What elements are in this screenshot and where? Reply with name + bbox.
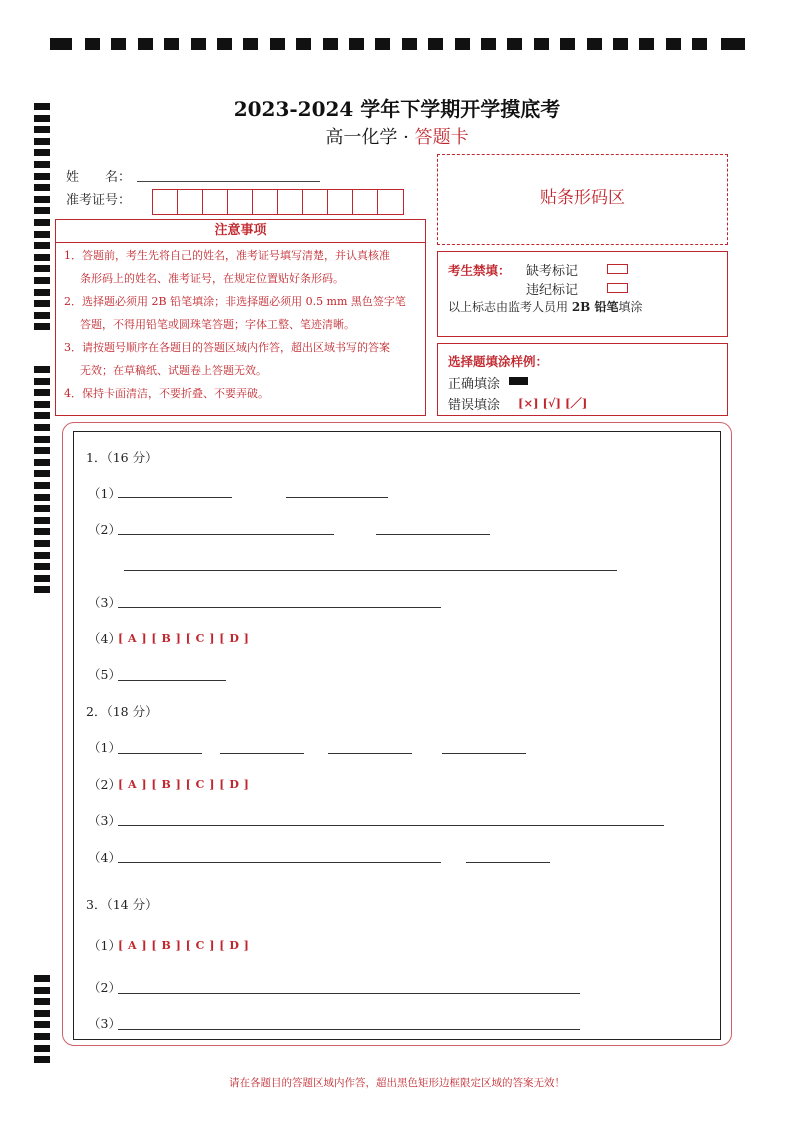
timing-mark [34,277,50,284]
footer-warning: 请在各题目的答题区域内作答，超出黑色矩形边框限定区域的答案无效！ [229,1077,565,1089]
notice-item: 3．请按题号顺序在各题目的答题区域内作答，超出区域书写的答案 [64,341,390,354]
timing-mark [613,38,628,50]
notice-item: 无效；在草稿纸、试题卷上答题无效。 [80,364,267,377]
exam-id-boxes[interactable] [152,189,404,215]
timing-mark [34,424,50,431]
left-timing-marks-middle [34,366,50,598]
q1-part1-blank-a[interactable] [118,497,232,498]
notice-item: 1．答题前，考生先将自己的姓名，准考证号填写清楚，并认真核准 [64,249,390,262]
timing-mark [34,975,50,982]
violation-mark-box[interactable] [607,283,628,293]
exam-id-cell[interactable] [153,190,178,214]
timing-mark [34,563,50,570]
name-field[interactable] [137,181,320,182]
q2-part3-label: （3） [88,813,121,828]
timing-mark [164,38,179,50]
q2-part1-blank-b[interactable] [220,753,304,754]
timing-mark [34,149,50,156]
timing-mark [34,401,50,408]
q2-part1-blank-a[interactable] [118,753,202,754]
timing-mark [243,38,258,50]
exam-id-cell[interactable] [178,190,203,214]
timing-mark [34,482,50,489]
q2-part1-blank-c[interactable] [328,753,412,754]
timing-mark [34,207,50,214]
q3-part1-options[interactable]: [ A ] [ B ] [ C ] [ D ] [118,939,250,952]
timing-mark [455,38,470,50]
timing-mark [34,219,50,226]
timing-mark [692,38,707,50]
correct-fill-label: 正确填涂 [448,377,501,392]
wrong-fill-label [448,394,500,413]
notice-title: 注意事项 [56,220,425,243]
q1-part1-blank-b[interactable] [286,497,388,498]
timing-mark [34,494,50,501]
exam-id-cell[interactable] [203,190,228,214]
name-label: 姓 名： [66,170,132,185]
timing-mark [34,184,50,191]
timing-mark [34,378,50,385]
q2-part2-options[interactable]: [ A ] [ B ] [ C ] [ D ] [118,778,250,791]
timing-mark [402,38,417,50]
timing-mark [296,38,311,50]
timing-mark [34,254,50,261]
absent-mark-box[interactable] [607,264,628,274]
page-title: 2023-2024 学年下学期开学摸底考 [233,97,561,121]
exam-id-cell[interactable] [278,190,303,214]
top-timing-marks [50,38,745,50]
timing-mark [217,38,232,50]
q3-part3-blank[interactable] [118,1029,580,1030]
timing-mark [270,38,285,50]
q1-part1-label: （1） [88,486,121,501]
q1-part2-blank-a[interactable] [118,534,334,535]
q1-part4-options[interactable]: [ A ] [ B ] [ C ] [ D ] [118,632,250,645]
q2-heading: 2．（18 分） [86,704,158,719]
q3-heading: 3．（14 分） [86,897,158,912]
notice-item: 答题，不得用铅笔或圆珠笔答题；字体工整、笔迹清晰。 [80,318,355,331]
q2-part4-blank-b[interactable] [466,862,550,863]
wrong-fill-samples: [×] [√] [／] [518,396,588,410]
timing-mark [34,436,50,443]
page-subtitle [0,123,794,149]
timing-mark [34,517,50,524]
wrong-fill-text: 错误填涂 [448,398,501,413]
q3-part1-label: （1） [88,938,121,953]
examiner-note-bold: 2B 铅笔 [571,300,619,314]
q2-part4-label: （4） [88,850,121,865]
timing-mark [34,505,50,512]
timing-mark [34,552,50,559]
timing-mark [560,38,575,50]
violation-mark-label: 违纪标记 [526,283,579,298]
q2-part2-label: （2） [88,777,121,792]
q1-part3-label: （3） [88,595,121,610]
timing-mark [138,38,153,50]
notice-box [55,219,426,416]
q1-part2-blank-c[interactable] [124,570,617,571]
examiner-note [448,298,643,315]
timing-mark [85,38,100,50]
exam-id-cell[interactable] [303,190,328,214]
timing-mark [34,1021,50,1028]
timing-mark [34,987,50,994]
timing-mark [34,196,50,203]
timing-mark [34,323,50,330]
timing-mark [34,312,50,319]
q2-part4-blank-a[interactable] [118,862,441,863]
notice-item: 2．选择题必须用 2B 铅笔填涂；非选择题必须用 0.5 mm 黑色签字笔 [64,295,406,308]
subtitle-answer-card: 答题卡 [414,127,469,148]
q3-part2-label: （2） [88,980,121,995]
q1-part5-label: （5） [88,667,121,682]
timing-mark [34,242,50,249]
timing-mark [721,38,745,50]
left-timing-marks-lower [34,975,50,1065]
notice-item: 4．保持卡面清洁，不要折叠、不要弄破。 [64,387,269,400]
timing-mark [34,1056,50,1063]
q1-part2-label: （2） [88,522,121,537]
exam-id-cell[interactable] [378,190,403,214]
timing-mark [34,389,50,396]
timing-mark [639,38,654,50]
q2-part1-blank-d[interactable] [442,753,526,754]
timing-mark [34,1010,50,1017]
timing-mark [34,231,50,238]
fill-example-title: 选择题填涂样例： [448,354,549,369]
timing-mark [375,38,390,50]
timing-mark [34,540,50,547]
timing-mark [191,38,206,50]
subtitle-subject: 高一化学 · [325,127,415,148]
q1-part3-blank[interactable] [118,607,441,608]
q1-heading: 1．（16 分） [86,450,158,465]
notice-item: 条形码上的姓名、准考证号，在规定位置贴好条形码。 [80,272,344,285]
timing-mark [34,161,50,168]
examiner-only-box [437,251,728,337]
timing-mark [50,38,72,50]
timing-mark [34,1033,50,1040]
timing-mark [111,38,126,50]
exam-id-cell[interactable] [253,190,278,214]
timing-mark [34,265,50,272]
timing-mark [481,38,496,50]
timing-mark [34,173,50,180]
q1-part4-label: （4） [88,631,121,646]
fill-example-box [437,343,728,416]
examiner-note-prefix: 以上标志由监考人员用 [448,300,572,314]
timing-mark [507,38,522,50]
exam-id-label: 准考证号： [66,193,132,208]
timing-mark [34,300,50,307]
timing-mark [34,998,50,1005]
timing-mark [587,38,602,50]
examiner-note-suffix: 填涂 [618,300,643,314]
timing-mark [34,528,50,535]
timing-mark [428,38,443,50]
timing-mark [666,38,681,50]
timing-mark [34,447,50,454]
exam-id-cell[interactable] [353,190,378,214]
q2-part3-blank[interactable] [118,825,664,826]
q2-part1-label: （1） [88,740,121,755]
timing-mark [323,38,338,50]
timing-mark [34,586,50,593]
q1-part2-blank-b[interactable] [376,534,490,535]
timing-mark [34,366,50,373]
timing-mark [349,38,364,50]
correct-fill-sample [509,377,528,385]
exam-id-cell[interactable] [328,190,353,214]
timing-mark [534,38,549,50]
q1-part5-blank[interactable] [118,680,226,681]
barcode-area: 贴条形码区 [437,154,728,245]
timing-mark [34,575,50,582]
timing-mark [34,289,50,296]
exam-id-cell[interactable] [228,190,253,214]
examiner-only-title: 考生禁填： [448,263,511,278]
timing-mark [34,459,50,466]
timing-mark [34,470,50,477]
timing-mark [34,412,50,419]
q3-part2-blank[interactable] [118,993,580,994]
q3-part3-label: （3） [88,1016,121,1031]
absent-mark-label: 缺考标记 [526,264,579,279]
timing-mark [34,1045,50,1052]
